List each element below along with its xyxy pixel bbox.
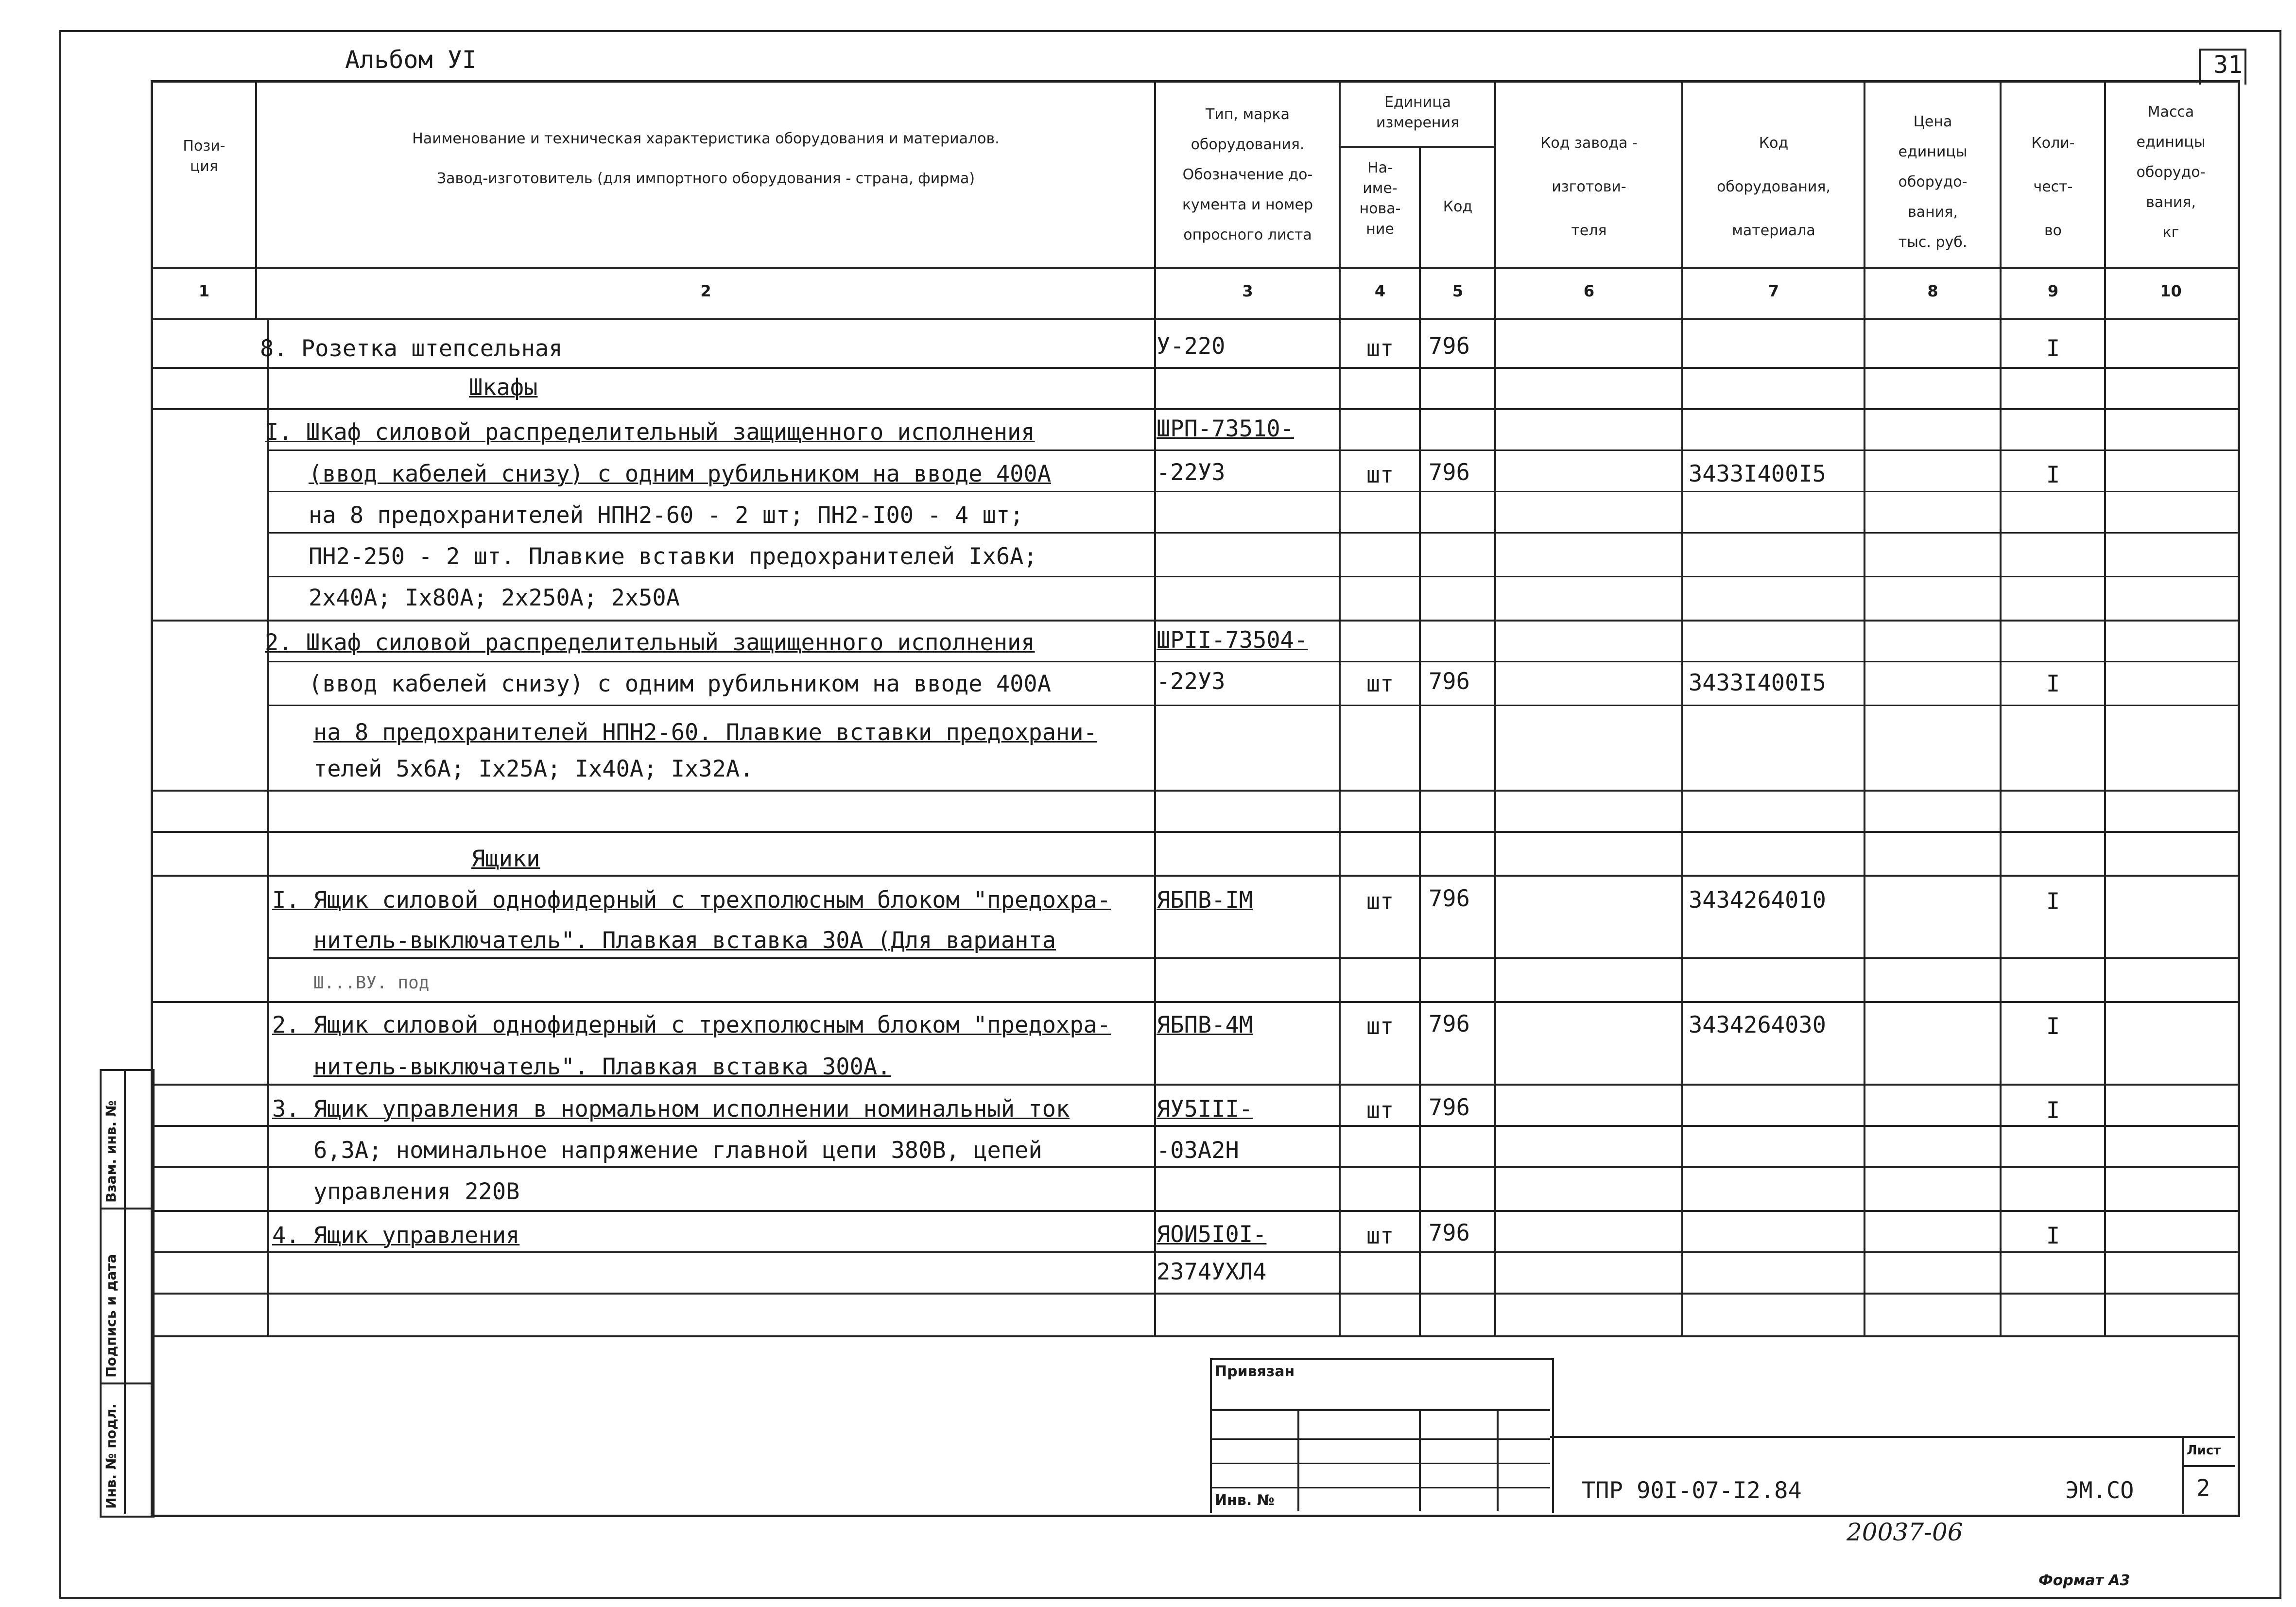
sheet-corner-number: 31 [2213,51,2243,79]
item-name: 8. Розетка штепсельная [260,335,563,362]
item-equipment-code: 3433I400I5 [1689,670,1826,696]
item-qty: I [2046,1013,2060,1040]
section-code: ЭМ.СО [2065,1477,2134,1504]
item-name: I. Ящик силовой однофидерный с трехполюсным блоком "предохра- [272,887,1111,914]
side-stamp-hline [100,1382,151,1384]
col-line-5 [1494,80,1496,318]
row-line [151,1210,2240,1212]
header-bottom-line [151,267,2240,269]
header-factory-code: Код завода - изготови- теля [1540,135,1638,239]
stamp-line [1210,1463,1550,1464]
header-unit-code: Код [1443,198,1473,215]
header-pos: Пози- ция [183,138,225,175]
row-line [151,1001,2240,1003]
item-qty: I [2046,1223,2060,1249]
stamp-line [1210,1487,1550,1488]
col-number: 7 [1768,282,1779,300]
item-unit-code: 796 [1429,1094,1470,1121]
item-name: нитель-выключатель". Плавкая вставка 30А (Для варианта [313,927,1056,954]
item-type: ШРП-73510- [1157,415,1294,442]
row-line [267,957,2240,959]
item-name-faded: Ш...ВУ. под [313,973,430,993]
list-box-left [2182,1436,2184,1514]
section-heading-boxes: Ящики [471,846,540,872]
row-line [151,790,2240,792]
item-name: ПН2-250 - 2 шт. Плавкие вставки предохранителей Iх6А; [309,543,1037,570]
item-unit: шт [1366,888,1394,915]
item-type: ЯУ5III- [1157,1096,1253,1123]
side-stamp-hline [100,1208,151,1210]
section-heading-cabinets: Шкафы [469,374,538,401]
body-col-line-2 [1154,318,1156,1336]
row-line [267,661,2240,662]
row-line [151,1251,2240,1253]
item-name: нитель-выключатель". Плавкая вставка 300А. [313,1054,891,1080]
row-line [267,491,2240,492]
side-label-inv-podl: Инв. № подл. [103,1403,119,1509]
item-name: на 8 предохранителей НПН2-60. Плавкие вставки предохрани- [313,719,1097,746]
col-line-4 [1419,146,1421,318]
item-unit-code: 796 [1429,1011,1470,1037]
stamp-vline [1297,1409,1299,1511]
item-unit-code: 796 [1429,885,1470,912]
item-type: -03А2Н [1157,1137,1239,1164]
col-number: 4 [1374,282,1386,300]
table-bottom-line [151,1335,2240,1337]
col-line-8 [2000,80,2002,318]
stamp-vline [1419,1409,1421,1511]
inv-no-label: Инв. № [1215,1492,1275,1509]
body-col-line-5 [1494,318,1496,1336]
item-unit: шт [1366,335,1394,362]
handwritten-number: 20037-06 [1847,1518,1963,1546]
col-line-1 [255,80,257,318]
row-line [151,367,2240,369]
body-col-line-3 [1339,318,1341,1336]
row-line [151,1084,2240,1086]
row-line [267,576,2240,577]
privyazan-box [1210,1358,1554,1513]
header-mass: Масса единицы оборудо- вания, кг [2136,104,2206,241]
body-col-line-9 [2104,318,2106,1336]
item-type: У-220 [1157,333,1226,360]
item-equipment-code: 3434264030 [1689,1012,1826,1038]
row-line [151,1166,2240,1168]
col-number: 9 [2047,282,2059,300]
item-type: ЯБПВ-IМ [1157,887,1253,914]
item-qty: I [2046,671,2060,697]
list-box-mid [2182,1465,2235,1467]
item-name: 2. Ящик силовой однофидерный с трехполюсным блоком "предохра- [272,1012,1111,1038]
body-col-line-7 [1864,318,1865,1336]
privyazan-label: Привязан [1215,1363,1295,1380]
item-unit: шт [1366,1013,1394,1040]
item-name: (ввод кабелей снизу) с одним рубильником на вводе 400А [309,461,1052,487]
item-name: I. Шкаф силовой распределительный защищенного исполнения [265,419,1035,446]
header-price: Цена единицы оборудо- вания, тыс. руб. [1898,113,1968,251]
body-col-line-1 [267,318,269,1336]
stamp-line [1210,1438,1550,1440]
row-line [151,875,2240,877]
item-name: на 8 предохранителей НПН2-60 - 2 шт; ПН2-I00 - 4 шт; [309,502,1024,529]
document-code: ТПР 90I-07-I2.84 [1582,1477,1802,1504]
row-line [151,408,2240,410]
header-quantity: Коли- чест- во [2031,135,2075,239]
side-stamp-vline [124,1069,126,1514]
item-unit-code: 796 [1429,1220,1470,1246]
item-unit-code: 796 [1429,668,1470,695]
row-line [267,705,2240,706]
col-number: 10 [2160,282,2182,300]
item-name: управления 220В [313,1178,520,1205]
stamp-line [1210,1409,1550,1411]
row-line [151,1293,2240,1295]
album-title: Альбом УI [345,46,477,74]
row-line [151,620,2240,622]
item-name: 6,3А; номинальное напряжение главной цепи 380В, цепей [313,1137,1042,1164]
header-unit-group: Единица измерения [1376,94,1460,131]
item-type: -22У3 [1157,668,1226,695]
item-unit-code: 796 [1429,333,1470,360]
body-col-line-4 [1419,318,1421,1336]
item-qty: I [2046,462,2060,488]
item-unit-code: 796 [1429,459,1470,486]
format-label: Формат А3 [2038,1572,2130,1589]
item-unit: шт [1366,1097,1394,1124]
item-name: 2. Шкаф силовой распределительный защищенного исполнения [265,629,1035,656]
item-name: 3. Ящик управления в нормальном исполнении номинальный ток [272,1096,1070,1123]
item-type: 2374УХЛ4 [1157,1259,1267,1285]
item-name: 4. Ящик управления [272,1222,520,1249]
header-equipment-code: Код оборудования, материала [1717,135,1830,239]
col-number: 3 [1242,282,1253,300]
row-line [151,831,2240,833]
colnum-bottom-line [151,318,2240,320]
item-name: 2х40А; Iх80А; 2х250А; 2х50А [309,585,680,611]
item-qty: I [2046,1097,2060,1124]
col-line-9 [2104,80,2106,318]
list-label: Лист [2187,1443,2221,1458]
col-line-2 [1154,80,1156,318]
col-line-6 [1681,80,1683,318]
item-type: ЯБПВ-4М [1157,1012,1253,1038]
body-col-line-8 [2000,318,2002,1336]
list-number: 2 [2196,1475,2210,1502]
col-line-7 [1864,80,1865,318]
header-unit-name: На- име- нова- ние [1359,159,1401,238]
item-name: телей 5х6А; Iх25А; Iх40А; Iх32А. [313,756,754,782]
item-type: ЯОИ5I0I- [1157,1221,1267,1248]
item-unit: шт [1366,462,1394,488]
row-line [267,449,2240,451]
side-label-signature: Подпись и дата [103,1254,119,1378]
col-number: 2 [700,282,711,300]
item-unit: шт [1366,671,1394,697]
item-equipment-code: 3433I400I5 [1689,461,1826,487]
col-number: 8 [1927,282,1938,300]
body-col-line-6 [1681,318,1683,1336]
header-name: Наименование и техническая характеристика оборудования и материалов. Завод-изготовитель (для импортного оборудования - страна, фирма) [412,130,1000,187]
item-type: -22У3 [1157,459,1226,486]
item-type: ШРII-73504- [1157,627,1308,654]
col-number: 1 [198,282,210,300]
col-number: 5 [1452,282,1464,300]
row-line [267,532,2240,534]
side-label-vzam: Взам. инв. № [103,1100,119,1203]
row-line [151,1125,2240,1127]
col-number: 6 [1583,282,1595,300]
unit-group-line [1339,146,1494,148]
item-qty: I [2046,335,2060,362]
col-line-3 [1339,80,1341,318]
stamp-vline [1497,1409,1499,1511]
item-equipment-code: 3434264010 [1689,887,1826,914]
item-name: (ввод кабелей снизу) с одним рубильником на вводе 400А [309,671,1052,697]
header-type: Тип, марка оборудования. Обозначение до- кумента и номер опросного листа [1182,106,1313,243]
item-unit: шт [1366,1223,1394,1249]
stamp-top-line [1550,1436,2235,1438]
item-qty: I [2046,888,2060,915]
